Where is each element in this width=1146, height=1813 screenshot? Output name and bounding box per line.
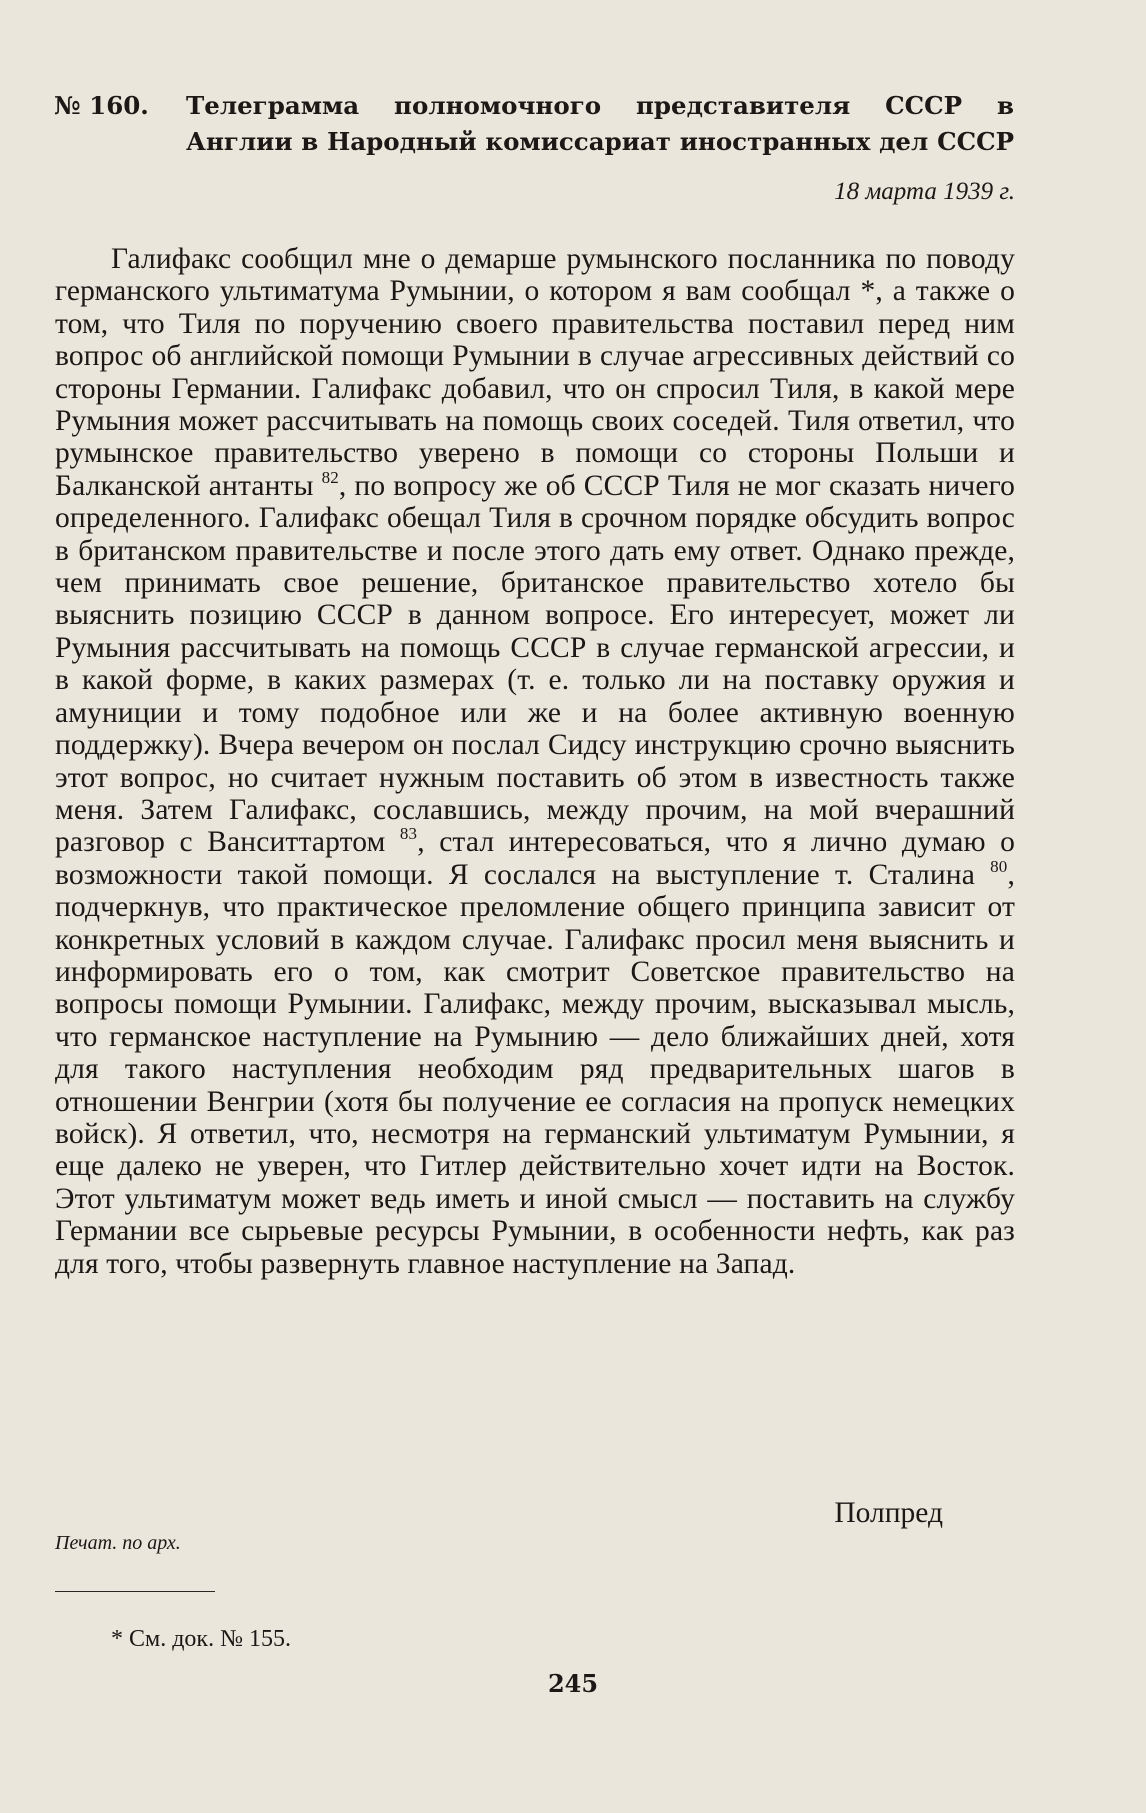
page-number: 245 bbox=[547, 1669, 599, 1698]
telegram-body bbox=[55, 243, 1015, 1280]
footnote-divider bbox=[55, 1591, 215, 1592]
reference-number: 83 bbox=[399, 824, 418, 844]
body-segment: , по вопросу же об СССР Тиля не мог сказать ничего определенного. Галифакс обещал Тиля в срочном порядке обсудить вопрос в британском правительстве и после этого дать ему ответ. Однако прежде, чем принимать свое решение, британское правительство хотело бы выяснить позицию СССР в данном вопросе. Его интересует, может ли Румыния рассчитывать на помощь СССР в случае германской агрессии, и в какой форме, в каких размерах (т. е. только ли на поставку оружия и амуниции и тому подобное или же и на более активную военную поддержку). Вчера вечером он послал Сидсу инструкцию срочно выяснить этот вопрос, но считает нужным поставить об этом в известность также меня. Затем Галифакс, сославшись, между прочим, на мой вчерашний разговор с Ванситтартом bbox=[55, 469, 1016, 859]
reference-number: 80 bbox=[990, 856, 1008, 876]
document-title: Телеграмма полномочного представителя СССР в Англии в Народный комиссариат иностранных дел СССР bbox=[186, 91, 1014, 156]
body-segment: , стал интересоваться, что я лично думаю о возможности такой помощи. Я сослался на выступление т. Сталина bbox=[55, 826, 1015, 891]
body-segment: , подчеркнув, что практическое преломление общего принципа зависит от конкретных условий в каждом случае. Галифакс просил меня выяснить и информировать его о том, как смотрит Советское правительство на вопросы помощи Румынии. Галифакс, между прочим, высказывал мысль, что германское наступление на Румынию — дело ближайших дней, хотя для такого наступления необходим ряд предварительных шагов в отношении Венгрии (хотя бы получение ее согласия на пропуск немецких войск). Я ответил, что, несмотря на германский ультиматум Румынии, я еще далеко не уверен, что Гитлер действительно хочет идти на Восток. Этот ультиматум может ведь иметь и иной смысл — поставить на службу Германии все сырьевые ресурсы Румынии, в особенности нефть, как раз для того, чтобы развернуть главное наступление на Запад. bbox=[55, 858, 1015, 1280]
footnote-mark: * bbox=[860, 275, 876, 308]
document-heading bbox=[54, 88, 1014, 160]
body-segment: , а также о том, что Тиля по поручению своего правительства поставил перед ним вопрос об английской помощи Румынии в случае агрессивных действий со стороны Германии. Галифакс добавил, что он спросил Тиля, в какой мере Румыния может рассчитывать на помощь своих соседей. Тиля ответил, что румынское правительство уверено в помощи со стороны Польши и Балканской антанты bbox=[55, 275, 1015, 502]
body-segment: Галифакс сообщил мне о демарше румынского посланника по поводу германского ультиматума Румынии, о котором я вам сообщал bbox=[55, 243, 1015, 308]
signature: Полпред bbox=[834, 1497, 943, 1529]
footnote: * См. док. № 155. bbox=[111, 1626, 291, 1652]
document-number: № 160. bbox=[54, 91, 149, 120]
document-date: 18 марта 1939 г. bbox=[834, 178, 1015, 205]
source-note: Печат. по арх. bbox=[55, 1532, 181, 1554]
reference-number: 82 bbox=[321, 467, 339, 487]
